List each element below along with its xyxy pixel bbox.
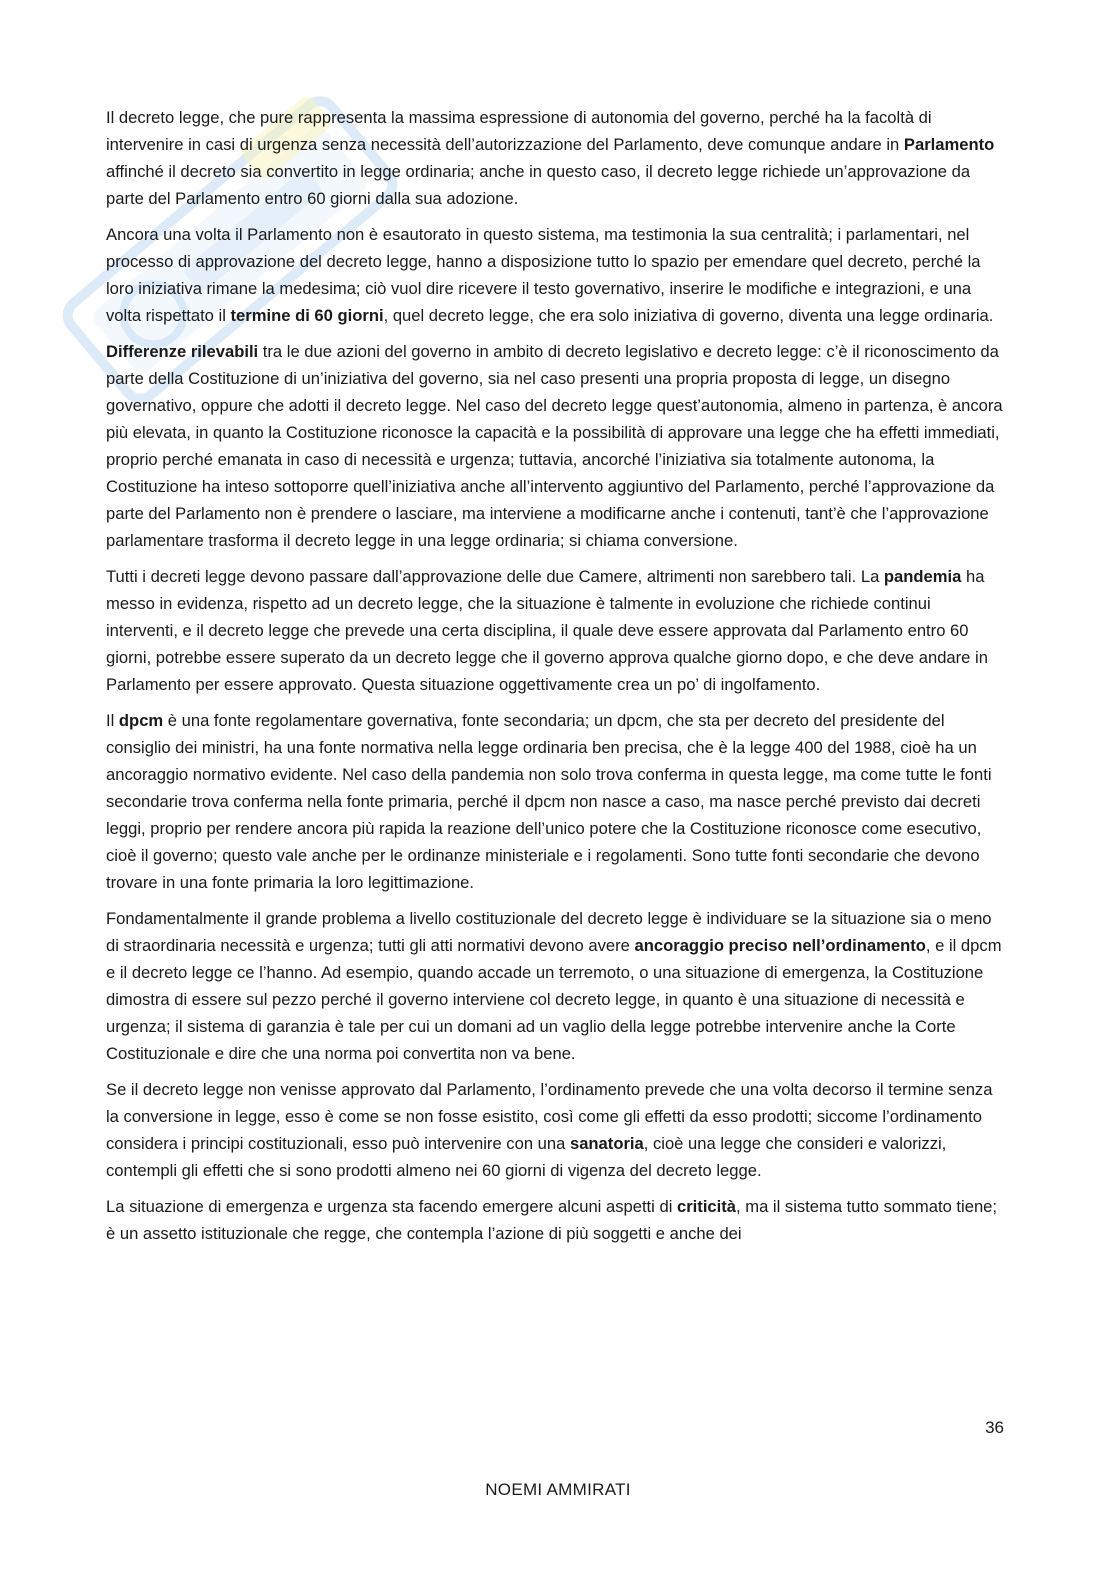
text-run: Ancora una volta il Parlamento non è esautorato in questo sistema, ma testimonia la sua centralità; i parlamentari, nel processo di approvazione del decreto legge, hanno a disposizione tutto lo spazio per emendare quel decreto, perché la loro iniziativa rimane la medesima; ciò vuol dire ricevere il testo governativo, inserire le modifiche e integrazioni, e una volta rispettato il bbox=[106, 225, 981, 325]
bold-term: sanatoria bbox=[569, 1134, 644, 1153]
bold-term: termine di 60 giorni bbox=[230, 306, 384, 325]
text-run: ha messo in evidenza, rispetto ad un decreto legge, che la situazione è talmente in evoluzione che richiede continui interventi, e il decreto legge che prevede una certa disciplina, il quale deve essere approvata dal Parlamento entro 60 giorni, potrebbe essere superato da un decreto legge che il governo approva qualche giorno dopo, e che deve andare in Parlamento per essere approvato. Questa situazione oggettivamente crea un po’ di ingolfamento. bbox=[106, 567, 988, 694]
footer-author: NOEMI AMMIRATI bbox=[485, 1480, 631, 1499]
bold-term: Parlamento bbox=[903, 135, 995, 154]
text-run: Il bbox=[106, 711, 119, 730]
paragraph bbox=[106, 563, 1006, 698]
text-run: La situazione di emergenza e urgenza sta facendo emergere alcuni aspetti di bbox=[106, 1197, 677, 1216]
paragraph bbox=[106, 707, 1006, 896]
text-run: , quel decreto legge, che era solo iniziativa di governo, diventa una legge ordinaria. bbox=[383, 306, 994, 325]
paragraph bbox=[106, 338, 1006, 554]
text-run: Fondamentalmente il grande problema a livello costituzionale del decreto legge è individuare se la situazione sia o meno di straordinaria necessità e urgenza; tutti gli atti normativi devono avere bbox=[106, 909, 992, 955]
paragraph bbox=[106, 905, 1006, 1067]
bold-term: pandemia bbox=[883, 567, 962, 586]
text-run: è una fonte regolamentare governativa, fonte secondaria; un dpcm, che sta per decreto del presidente del consiglio dei ministri, ha una fonte normativa nella legge ordinaria ben precisa, che è la legge 400 del 1988, cioè ha un ancoraggio normativo evidente. Nel caso della pandemia non solo trova conferma in questa legge, ma come tutte le fonti secondarie trova conferma nella fonte primaria, perché il dpcm non nasce a caso, ma nasce perché previsto dai decreti leggi, proprio per rendere ancora più rapida la reazione dell’unico potere che la Costituzione riconosce come esecutivo, cioè il governo; questo vale anche per le ordinanze ministeriale e i regolamenti. Sono tutte fonti secondarie che devono trovare in una fonte primaria la loro legittimazione. bbox=[106, 711, 992, 892]
paragraph bbox=[106, 1076, 1006, 1184]
text-run: tra le due azioni del governo in ambito di decreto legislativo e decreto legge: c’è il riconoscimento da parte della Costituzione di un’iniziativa del governo, sia nel caso presenti una propria proposta di legge, un disegno governativo, oppure che adotti il decreto legge. Nel caso del decreto legge quest’autonomia, almeno in partenza, è ancora più elevata, in quanto la Costituzione riconosce la capacità e la possibilità di approvare una legge che ha effetti immediati, proprio perché emanata in caso di necessità e urgenza; tuttavia, ancorché l’iniziativa sia totalmente autonoma, la Costituzione ha inteso sottoporre quell’iniziativa anche all’intervento aggiuntivo del Parlamento, perché l’approvazione da parte del Parlamento non è prendere o lasciare, ma interviene a modificarne anche i contenuti, tant’è che l’approvazione parlamentare trasforma il decreto legge in una legge ordinaria; si chiama conversione. bbox=[106, 342, 1003, 550]
document-body bbox=[106, 104, 1006, 1256]
text-run: affinché il decreto sia convertito in legge ordinaria; anche in questo caso, il decreto legge richiede un’approvazione da parte del Parlamento entro 60 giorni dalla sua adozione. bbox=[106, 162, 971, 208]
bold-term: dpcm bbox=[118, 711, 164, 730]
bold-term: criticità bbox=[677, 1197, 737, 1216]
text-run: Tutti i decreti legge devono passare dall’approvazione delle due Camere, altrimenti non sarebbero tali. La bbox=[106, 567, 884, 586]
page-number: 36 bbox=[985, 1418, 1004, 1437]
text-run: , e il dpcm e il decreto legge ce l’hanno. Ad esempio, quando accade un terremoto, o una situazione di emergenza, la Costituzione dimostra di essere sul pezzo perché il governo interviene col decreto legge, in quanto è una situazione di necessità e urgenza; il sistema di garanzia è tale per cui un domani ad un vaglio della legge potrebbe intervenire anche la Corte Costituzionale e dire che una norma poi convertita non va bene. bbox=[106, 936, 1002, 1063]
paragraph bbox=[106, 104, 1006, 212]
text-run: Il decreto legge, che pure rappresenta la massima espressione di autonomia del governo, perché ha la facoltà di intervenire in casi di urgenza senza necessità dell’autorizzazione del Parlamento, deve comunque andare in bbox=[106, 108, 932, 154]
text-run: , ma il sistema tutto sommato tiene; è un assetto istituzionale che regge, che contempla l’azione di più soggetti e anche dei bbox=[106, 1197, 998, 1243]
text-run: , cioè una legge che consideri e valorizzi, contempli gli effetti che si sono prodotti almeno nei 60 giorni di vigenza del decreto legge. bbox=[106, 1134, 947, 1180]
bold-term: ancoraggio preciso nell’ordinamento bbox=[634, 936, 926, 955]
bold-term: Differenze rilevabili bbox=[106, 342, 259, 361]
paragraph bbox=[106, 1193, 1006, 1247]
paragraph bbox=[106, 221, 1006, 329]
text-run: Se il decreto legge non venisse approvato dal Parlamento, l’ordinamento prevede che una volta decorso il termine senza la conversione in legge, esso è come se non fosse esistito, così come gli effetti da esso prodotti; siccome l’ordinamento considera i principi costituzionali, esso può intervenire con una bbox=[106, 1080, 993, 1153]
